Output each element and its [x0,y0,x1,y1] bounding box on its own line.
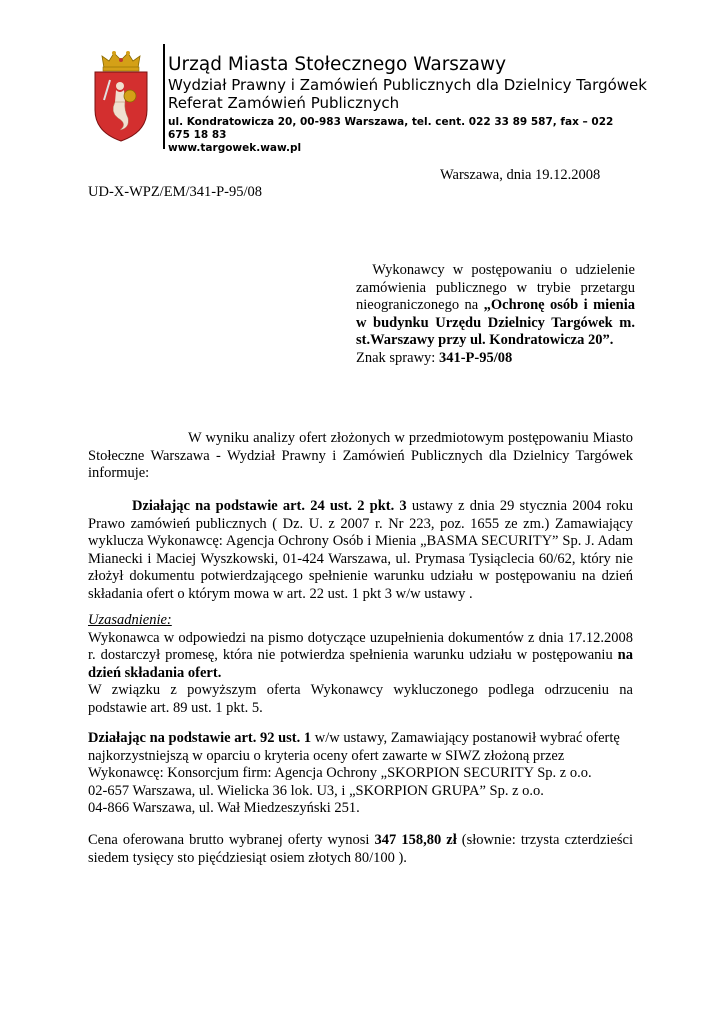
selection-line-5: 04-866 Warszawa, ul. Wał Miedzeszyński 251. [88,800,360,816]
office-address: ul. Kondratowicza 20, 00-983 Warszawa, tel. cent. 022 33 89 587, fax – 022 675 18 83 [168,116,614,141]
letterhead [168,54,647,155]
addressee-text: Wykonawcy w postępowaniu o udzielenie zamówienia publicznego w trybie przetargu nieograniczonego na [356,262,635,313]
office-title: Urząd Miasta Stołecznego Warszawy [168,54,507,75]
intro-paragraph: W wyniku analizy ofert złożonych w przedmiotowym postępowaniu Miasto Stołeczne Warszawa - Wydział Prawny i Zamówień Publicznych dla Dzielnicy Targówek informuje: [88,430,633,481]
selection-line-2: najkorzystniejszą w oparciu o kryteria oceny ofert zawarte w SIWZ złożoną przez [88,747,565,764]
department-name: Wydział Prawny i Zamówień Publicznych dla Dzielnicy Targówek [168,76,647,94]
price-amount: 347 158,80 zł [374,832,457,848]
exclusion-paragraph [88,498,633,603]
header-divider [163,44,165,149]
contract-subject: „Ochronę osób i mienia w budynku Urzędu Dzielnicy Targówek m. st.Warszawy przy ul. Kondratowicza 20”. [356,297,635,348]
letter-date: Warszawa, dnia 19.12.2008 [440,167,601,183]
case-sign-label: Znak sprawy: [356,349,439,366]
justification-text-1: Wykonawca w odpowiedzi na pismo dotyczące uzupełnienia dokumentów z dnia 17.12.2008 r. dostarczył promesę, która nie potwierdza spełnienia warunku udziału w postępowaniu [88,629,633,663]
selection-paragraph [88,730,633,818]
justification-text-2: W związku z powyższym oferta Wykonawcy wykluczonego podlega odrzuceniu na podstawie art. 89 ust. 1 pkt. 5. [88,682,633,716]
selection-legal-basis: Działając na podstawie art. 92 ust. 1 [88,730,312,746]
unit-name: Referat Zamówień Publicznych [168,94,400,112]
justification-bold: na dzień składania ofert. [88,647,633,681]
price-text-2: (słownie: trzysta czterdzieści siedem tysięcy sto pięćdziesiąt osiem złotych 80/100 ). [88,832,633,866]
price-text-1: Cena oferowana brutto wybranej oferty wynosi [88,832,375,848]
office-website[interactable]: www.targowek.waw.pl [168,142,302,154]
addressee-block [356,262,635,367]
exclusion-legal-basis: Działając na podstawie art. 24 ust. 2 pkt. 3 [132,498,407,514]
selection-line-3: Wykonawcę: Konsorcjum firm: Agencja Ochrony „SKORPION SECURITY Sp. z o.o. [88,765,592,781]
justification-heading: Uzasadnienie: [88,612,172,628]
selection-line-4: 02-657 Warszawa, ul. Wielicka 36 lok. U3, i „SKORPION GRUPA” Sp. z o.o. [88,782,544,799]
justification-section [88,612,633,717]
reference-number: UD-X-WPZ/EM/341-P-95/08 [88,184,262,200]
case-sign-value: 341-P-95/08 [438,349,513,366]
warsaw-coat-of-arms-icon [90,50,152,142]
price-paragraph [88,832,633,867]
exclusion-text: ustawy z dnia 29 stycznia 2004 roku Prawo zamówień publicznych ( Dz. U. z 2007 r. Nr 223, poz. 1655 ze zm.) Zamawiający wyklucza Wykonawcę: Agencja Ochrony Osób i Mienia „BASMA SECURITY” Sp. J. Adam Mianecki i Maciej Wyszkowski, 01-424 Warszawa, ul. Prymasa Tysiąclecia 60/62, który nie złożył dokumentu potwierdzającego spełnienie warunku udziału w postępowaniu na dzień składania ofert o którym mowa w art. 22 ust. 1 pkt 3 w/w ustawy . [88,498,633,602]
selection-line-1: w/w ustawy, Zamawiający postanowił wybrać ofertę [311,730,620,746]
